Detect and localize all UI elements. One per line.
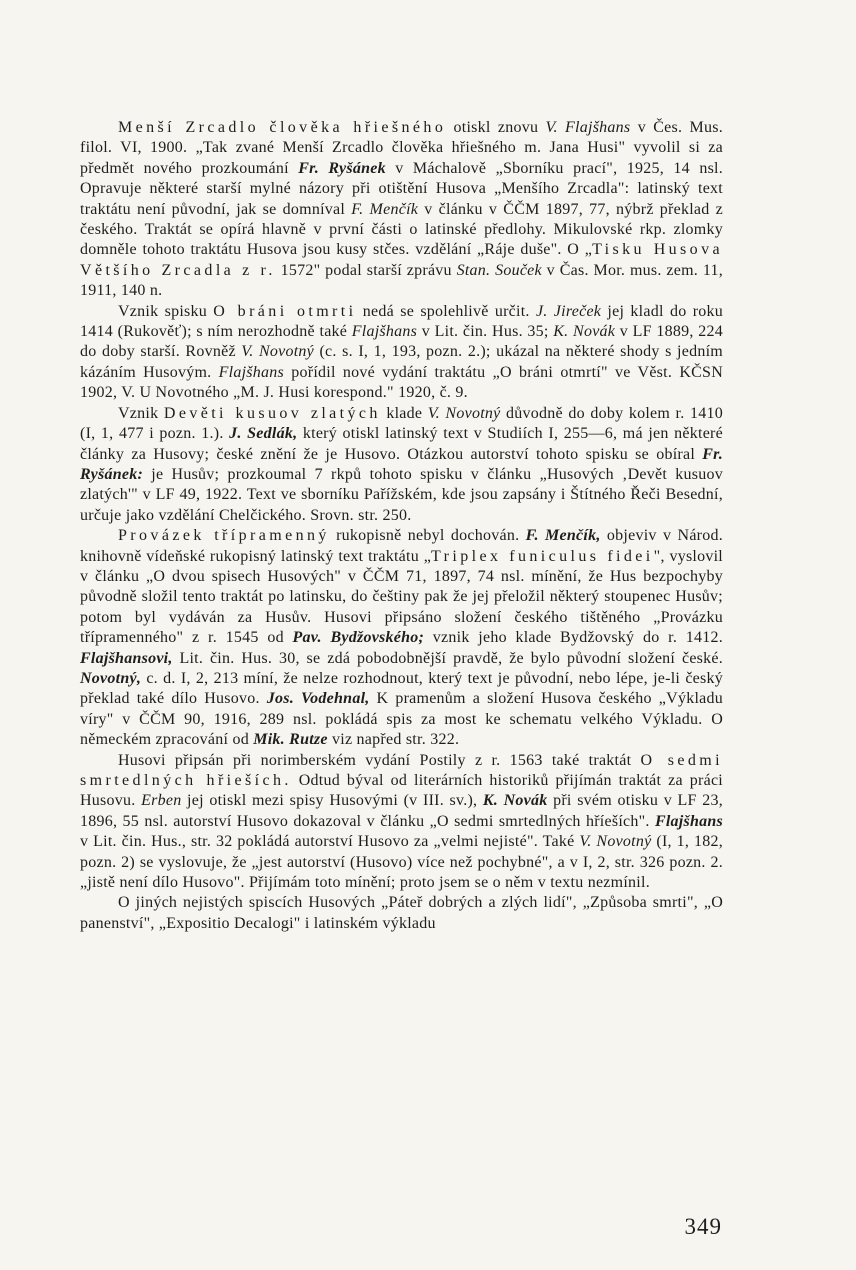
author-name: Jos. Vodehnal, [266,690,370,708]
text-run: v LF 1889, 224 do doby starší. Rovněž [80,323,723,361]
author-name: Fr. Ryšánek [298,159,386,177]
text-run: který otiskl latinský text v Studiích I, 255—6, má jen některé články za Husovy; české znění že je Husovo. Otázkou autorství tohoto spisku se obíral [80,425,723,463]
author-name: F. Menčík, [525,527,601,545]
author-name: V. Flajšhans [545,119,631,136]
body-text [80,118,723,934]
text-run: je Husův; prozkoumal 7 rkpů tohoto spisku v článku „Husových ‚Devět kusuov zlatých'" v LF 49, 1922. Text ve sborníku Pařížském, kde jsou zapsány i Štítného Řeči Besední, určuje jako vzdělání Chelčického. Srovn. str. 250. [80,465,723,524]
text-run: v Čes. Mus. filol. VI, 1900. „Tak zvané Menší Zrcadlo člověka hřiešného m. Jana Husi" vyvolil si za předmět nového prozkoumání [80,119,723,177]
text-run: vznik jeho klade Bydžovský do r. 1412. [424,629,724,647]
text-run: K pramenům a složení Husova českého „Výkladu víry" v ČČM 90, 1916, 289 nsl. pokládá spis za most ke schematu velkého Výkladu. O německém zpracování od [80,690,724,749]
text-run: v Máchalově „Sborníku prací", 1925, 14 nsl. Opravuje některé starší mylné názory při otištění Husova „Menšího Zrcadla": latinský text traktátu není původní, jak se domníval [80,159,723,218]
text-run: viz napřed str. 322. [327,731,460,749]
author-name: Stan. Souček [456,261,542,279]
text-run: důvodně do doby kolem r. 1410 (I, 1, 477 i pozn. 1.). [80,404,724,443]
text-run: jej kladl do roku 1414 (Rukověť); s ním nerozhodně také [80,302,724,341]
author-name: V. Novotný [427,404,501,422]
text-run: Odtud býval od literárních historiků přijímán traktát za práci Husovu. [80,772,723,810]
text-run: 1572" podal starší zprávu [275,261,457,279]
author-name: Novotný, [80,669,142,687]
spaced-title: Devěti kusuov zlatých [163,404,381,422]
author-name: Flajšhansovi, [80,649,173,667]
author-name: J. Sedlák, [229,425,298,443]
text-run: Husovi připsán při norimberském vydání Postily z r. 1563 také traktát [118,751,641,769]
text-run: c. d. I, 2, 213 míní, že nelze rozhodnout, který text je původní, nebo lépe, je-li český překlad také dílo Husovo. [80,669,723,708]
author-name: Erben [141,792,182,810]
text-run: Vznik [118,404,164,422]
spaced-title: Tisku Husova Většího Zrcadla z r. [80,241,723,279]
author-name: Mik. Rutze [253,731,328,749]
text-run: pořídil nové vydání traktátu „O bráni otmrtí" ve Věst. KČSN 1902, V. U Novotného „M. J. Husi korespond." 1920, č. 9. [80,363,724,402]
spaced-title: O sedmi smrtedlných hřieších. [80,751,724,789]
text-run: Lit. čin. Hus. 30, se zdá pobodobnější pravdě, že bylo původní složení české. [172,649,723,667]
text-run: (c. s. I, 1, 193, pozn. 2.); ukázal na některé shody s jedním kázáním Husovým. [80,343,723,381]
paragraph [80,118,723,302]
author-name: K. Novák [482,792,548,810]
author-name: Flajšhans [218,363,285,381]
text-run: při svém otisku v LF 23, 1896, 55 nsl. autorství Husovo dokazoval v článku „O sedmi smrtedlných hříeších". [80,792,724,830]
text-run: v Lit. čin. Hus., str. 32 pokládá autorství Husovo za „velmi nejisté". Také [80,833,580,851]
text-run: otiskl znovu [446,119,546,136]
author-name: Fr. Ryšánek: [80,445,723,483]
author-name: F. Menčík [351,200,419,218]
text-run: Vznik spisku [118,302,214,320]
page-number: 349 [684,1214,722,1239]
spaced-title: Menší Zrcadlo člověka hřiešného [118,119,447,136]
text-run: objeviv v Národ. knihovně vídeňské rukopisný latinský text traktátu „ [80,527,723,565]
paragraph [80,751,723,894]
text-run: klade [380,404,428,422]
author-name: V. Novotný [579,833,652,851]
paragraph [80,893,723,934]
spaced-title: O bráni otmrti [213,302,357,320]
author-name: Flajšhans [351,323,418,341]
text-run: v Lit. čin. Hus. 35; [417,323,554,341]
text-run: nedá se spolehlivě určit. [356,302,536,320]
author-name: Flajšhans [654,812,723,830]
author-name: Pav. Bydžovského; [292,629,425,647]
author-name: K. Novák [553,323,616,341]
paragraph [80,404,723,526]
text-run: O jiných nejistých spiscích Husových „Páteř dobrých a zlých lidí", „Způsoba smrti", „O panenství", „Expositio Decalogi" i latinském výkladu [80,894,723,932]
text-run: rukopisně nebyl dochován. [329,527,526,545]
spaced-title: Provázek třípramenný [118,527,330,545]
text-run: v Čas. Mor. mus. zem. 11, 1911, 140 n. [80,261,724,300]
text-run: jej otiskl mezi spisy Husovými (v III. sv.), [181,792,483,810]
text-run: (I, 1, 182, pozn. 2) se vyslovuje, že „jest autorství (Husovo) více než pochybné", a v I, 2, str. 326 pozn. 2. „jistě není dílo Husovo". Přijímám toto mínění; proto jsem se o něm v textu nezmínil. [80,833,724,892]
author-name: V. Novotný [241,343,315,361]
paragraph [80,302,723,404]
spaced-title: Triplex funiculus fidei [431,547,654,565]
paragraph [80,526,723,750]
text-run: ", vyslovil v článku „O dvou spisech Husových" v ČČM 71, 1897, 74 nsl. mínění, že Hus bezpochyby původně složil tento traktát po latinsku, do češtiny pak že jej přeložil některý stoupenec Husův; potom byl vydáván za Husův. Husovi připsáno složení českého tištěného „Provázku třípramenného" z r. 1545 od [80,547,723,647]
author-name: J. Jireček [535,302,602,320]
text-run: v článku v ČČM 1897, 77, nýbrž překlad z českého. Traktát se opírá hlavně v první části o latinské předlohy. Mikulovské rkp. zlomky domněle tohoto traktátu Husova jsou kusy stčes. vzdělání „Ráje duše". O „ [80,200,724,259]
